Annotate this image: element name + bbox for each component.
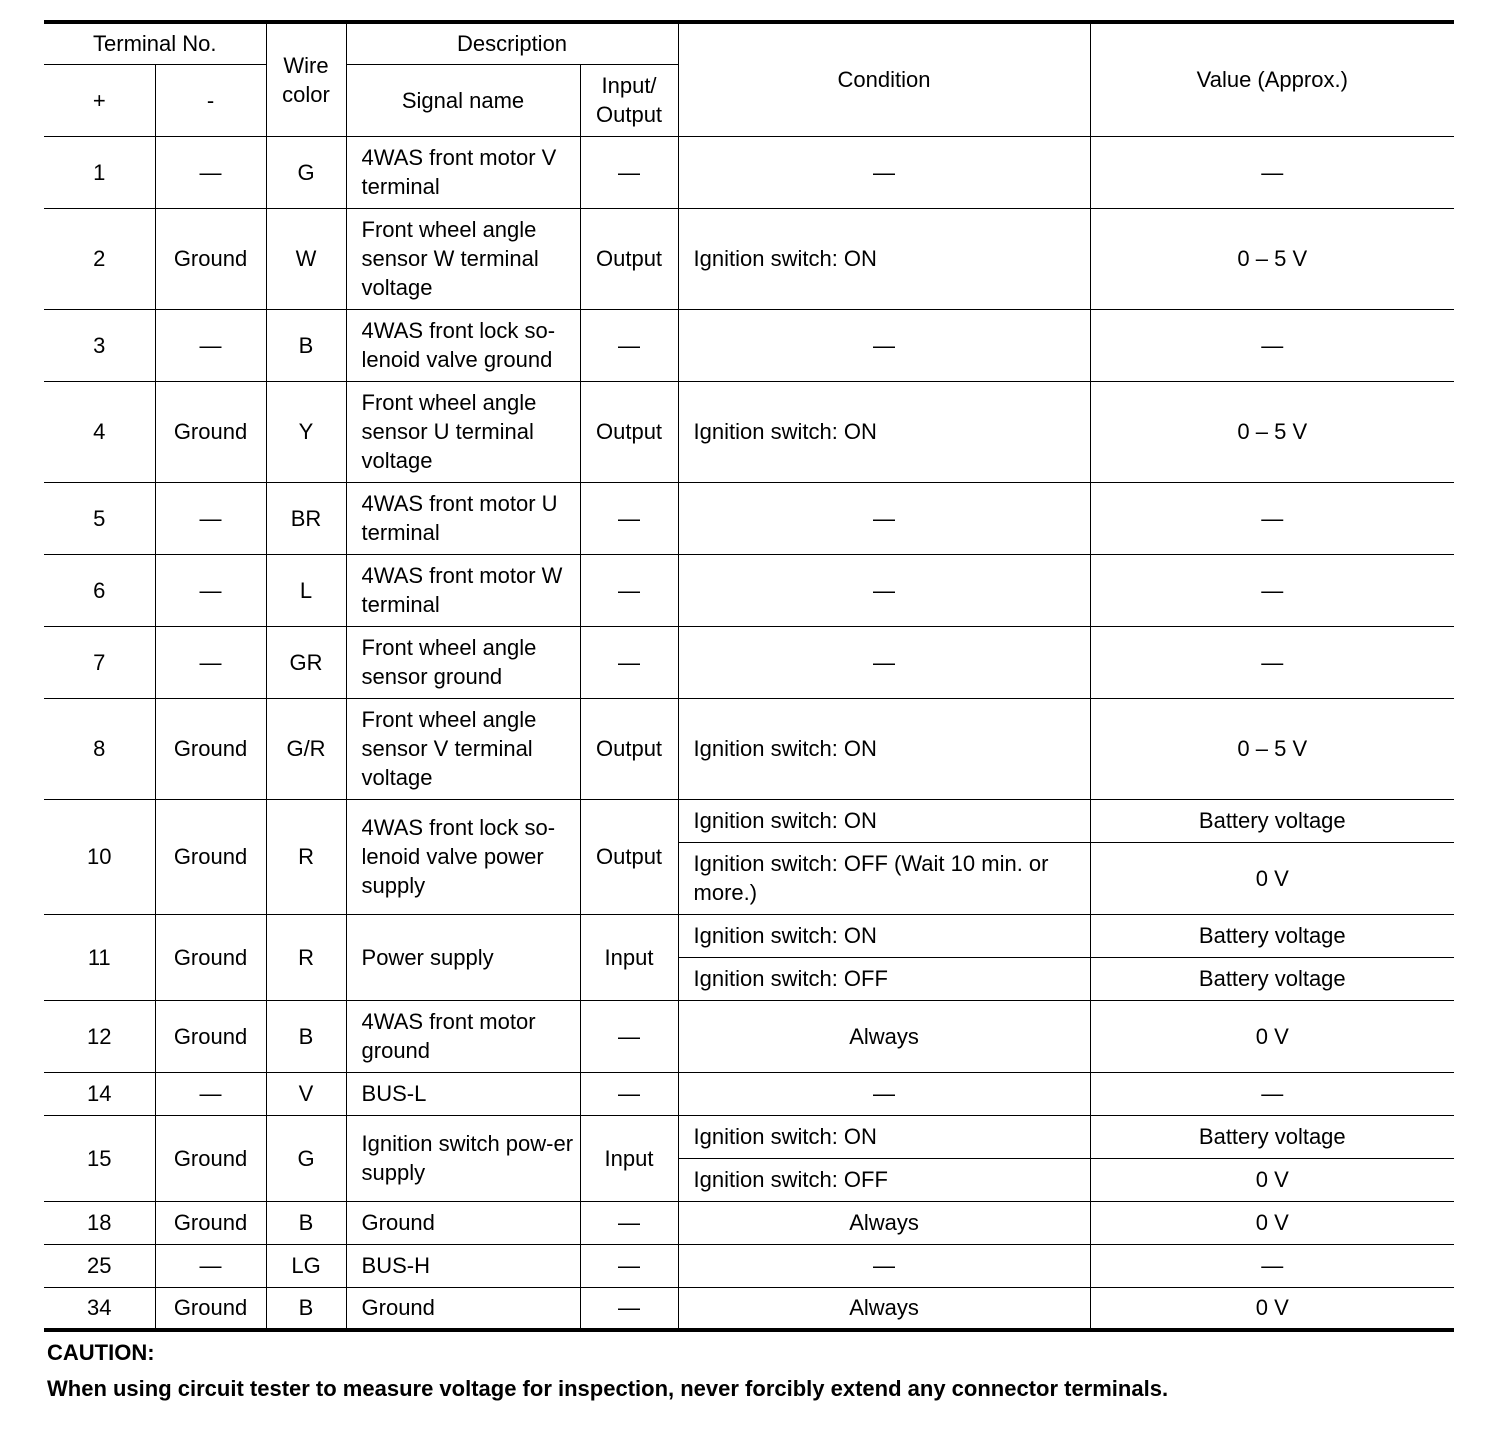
wire-color-cell: B [266,1287,346,1330]
signal-name-cell: Ignition switch pow-er supply [346,1115,580,1201]
input-output-cell: Input [580,1115,678,1201]
table-row [44,381,1454,482]
terminal-minus-cell: — [155,1072,266,1115]
terminal-minus-cell: Ground [155,914,266,1000]
wire-color-cell: R [266,799,346,914]
terminal-minus-cell: — [155,136,266,208]
wire-color-cell: R [266,914,346,1000]
condition-cell: — [678,136,1090,208]
wire-color-cell: L [266,554,346,626]
terminal-plus-cell: 10 [44,799,155,914]
table-row [44,554,1454,626]
caution-text: When using circuit tester to measure voltage for inspection, never forcibly extend any connector terminals. [47,1376,1169,1401]
input-output-cell: — [580,1000,678,1072]
wire-color-cell: G [266,1115,346,1201]
table-row [44,698,1454,799]
terminal-table [44,20,1454,1332]
terminal-plus-cell: 11 [44,914,155,1000]
terminal-minus-cell: — [155,482,266,554]
value-cell: 0 V [1090,1000,1454,1072]
value-cell: 0 – 5 V [1090,381,1454,482]
table-row [44,1287,1454,1330]
condition-cell: Ignition switch: OFF (Wait 10 min. or more.) [678,842,1090,914]
signal-name-cell: Front wheel angle sensor W terminal voltage [346,208,580,309]
terminal-minus-cell: — [155,1244,266,1287]
value-cell: Battery voltage [1090,957,1454,1000]
wire-color-cell: W [266,208,346,309]
terminal-plus-cell: 25 [44,1244,155,1287]
table-row [44,799,1454,842]
terminal-plus-cell: 8 [44,698,155,799]
terminal-plus-cell: 6 [44,554,155,626]
table-row [44,309,1454,381]
signal-name-cell: 4WAS front motor W terminal [346,554,580,626]
terminal-minus-cell: Ground [155,698,266,799]
input-output-cell: Output [580,799,678,914]
wire-color-cell: V [266,1072,346,1115]
signal-name-cell: BUS-H [346,1244,580,1287]
terminal-minus-cell: Ground [155,1115,266,1201]
table-row [44,208,1454,309]
condition-cell: Ignition switch: ON [678,799,1090,842]
signal-name-cell: 4WAS front motor U terminal [346,482,580,554]
wire-color-cell: GR [266,626,346,698]
value-cell: 0 – 5 V [1090,698,1454,799]
wire-color-cell: G/R [266,698,346,799]
terminal-minus-cell: Ground [155,799,266,914]
value-cell: Battery voltage [1090,914,1454,957]
terminal-minus-cell: Ground [155,1201,266,1244]
condition-cell: Ignition switch: ON [678,208,1090,309]
value-cell: — [1090,309,1454,381]
header-input-output: Input/ Output [580,64,678,136]
value-cell: — [1090,626,1454,698]
value-cell: — [1090,1072,1454,1115]
terminal-plus-cell: 2 [44,208,155,309]
table-row [44,1201,1454,1244]
condition-cell: — [678,626,1090,698]
input-output-cell: — [580,1287,678,1330]
signal-name-cell: BUS-L [346,1072,580,1115]
terminal-plus-cell: 18 [44,1201,155,1244]
header-description: Description [346,22,678,64]
condition-cell: Always [678,1287,1090,1330]
value-cell: 0 – 5 V [1090,208,1454,309]
terminal-plus-cell: 7 [44,626,155,698]
input-output-cell: — [580,309,678,381]
wire-color-cell: B [266,1201,346,1244]
signal-name-cell: 4WAS front motor V terminal [346,136,580,208]
condition-cell: — [678,309,1090,381]
header-terminal-no: Terminal No. [44,22,266,64]
value-cell: Battery voltage [1090,1115,1454,1158]
signal-name-cell: 4WAS front lock so-lenoid valve power supply [346,799,580,914]
condition-cell: — [678,1072,1090,1115]
terminal-plus-cell: 5 [44,482,155,554]
value-cell: 0 V [1090,1287,1454,1330]
input-output-cell: Output [580,208,678,309]
condition-cell: Ignition switch: OFF [678,957,1090,1000]
condition-cell: — [678,482,1090,554]
input-output-cell: — [580,554,678,626]
signal-name-cell: 4WAS front lock so-lenoid valve ground [346,309,580,381]
table-row [44,1244,1454,1287]
value-cell: 0 V [1090,1201,1454,1244]
input-output-cell: Input [580,914,678,1000]
header-wire-color: Wire color [266,22,346,136]
value-cell: Battery voltage [1090,799,1454,842]
signal-name-cell: Ground [346,1287,580,1330]
caution-title: CAUTION: [47,1340,155,1365]
table-row [44,1115,1454,1158]
value-cell: — [1090,1244,1454,1287]
input-output-cell: Output [580,381,678,482]
terminal-minus-cell: — [155,554,266,626]
input-output-cell: — [580,1072,678,1115]
input-output-cell: — [580,482,678,554]
input-output-cell: — [580,626,678,698]
table-header [44,22,1454,136]
header-condition: Condition [678,22,1090,136]
header-signal-name: Signal name [346,64,580,136]
input-output-cell: — [580,1201,678,1244]
condition-cell: — [678,1244,1090,1287]
terminal-minus-cell: Ground [155,1000,266,1072]
terminal-plus-cell: 34 [44,1287,155,1330]
table-row [44,626,1454,698]
input-output-cell: Output [580,698,678,799]
table-row [44,1072,1454,1115]
table-row [44,136,1454,208]
condition-cell: Ignition switch: OFF [678,1158,1090,1201]
terminal-plus-cell: 4 [44,381,155,482]
value-cell: 0 V [1090,842,1454,914]
terminal-minus-cell: — [155,626,266,698]
terminal-minus-cell: Ground [155,1287,266,1330]
value-cell: — [1090,554,1454,626]
table-body [44,136,1454,1330]
value-cell: 0 V [1090,1158,1454,1201]
condition-cell: Ignition switch: ON [678,698,1090,799]
wire-color-cell: LG [266,1244,346,1287]
signal-name-cell: Front wheel angle sensor U terminal voltage [346,381,580,482]
condition-cell: Ignition switch: ON [678,914,1090,957]
condition-cell: Ignition switch: ON [678,1115,1090,1158]
terminal-minus-cell: Ground [155,208,266,309]
input-output-cell: — [580,1244,678,1287]
input-output-cell: — [580,136,678,208]
signal-name-cell: Ground [346,1201,580,1244]
terminal-plus-cell: 15 [44,1115,155,1201]
terminal-plus-cell: 1 [44,136,155,208]
condition-cell: Always [678,1000,1090,1072]
value-cell: — [1090,482,1454,554]
header-minus: - [155,64,266,136]
signal-name-cell: Power supply [346,914,580,1000]
wire-color-cell: Y [266,381,346,482]
wire-color-cell: B [266,1000,346,1072]
signal-name-cell: Front wheel angle sensor V terminal voltage [346,698,580,799]
header-value: Value (Approx.) [1090,22,1454,136]
condition-cell: — [678,554,1090,626]
wire-color-cell: BR [266,482,346,554]
terminal-minus-cell: — [155,309,266,381]
condition-cell: Ignition switch: ON [678,381,1090,482]
value-cell: — [1090,136,1454,208]
wire-color-cell: B [266,309,346,381]
header-plus: + [44,64,155,136]
terminal-plus-cell: 14 [44,1072,155,1115]
terminal-minus-cell: Ground [155,381,266,482]
terminal-plus-cell: 3 [44,309,155,381]
wire-color-cell: G [266,136,346,208]
table-row [44,482,1454,554]
condition-cell: Always [678,1201,1090,1244]
signal-name-cell: 4WAS front motor ground [346,1000,580,1072]
signal-name-cell: Front wheel angle sensor ground [346,626,580,698]
terminal-plus-cell: 12 [44,1000,155,1072]
table-row [44,1000,1454,1072]
table-row [44,914,1454,957]
